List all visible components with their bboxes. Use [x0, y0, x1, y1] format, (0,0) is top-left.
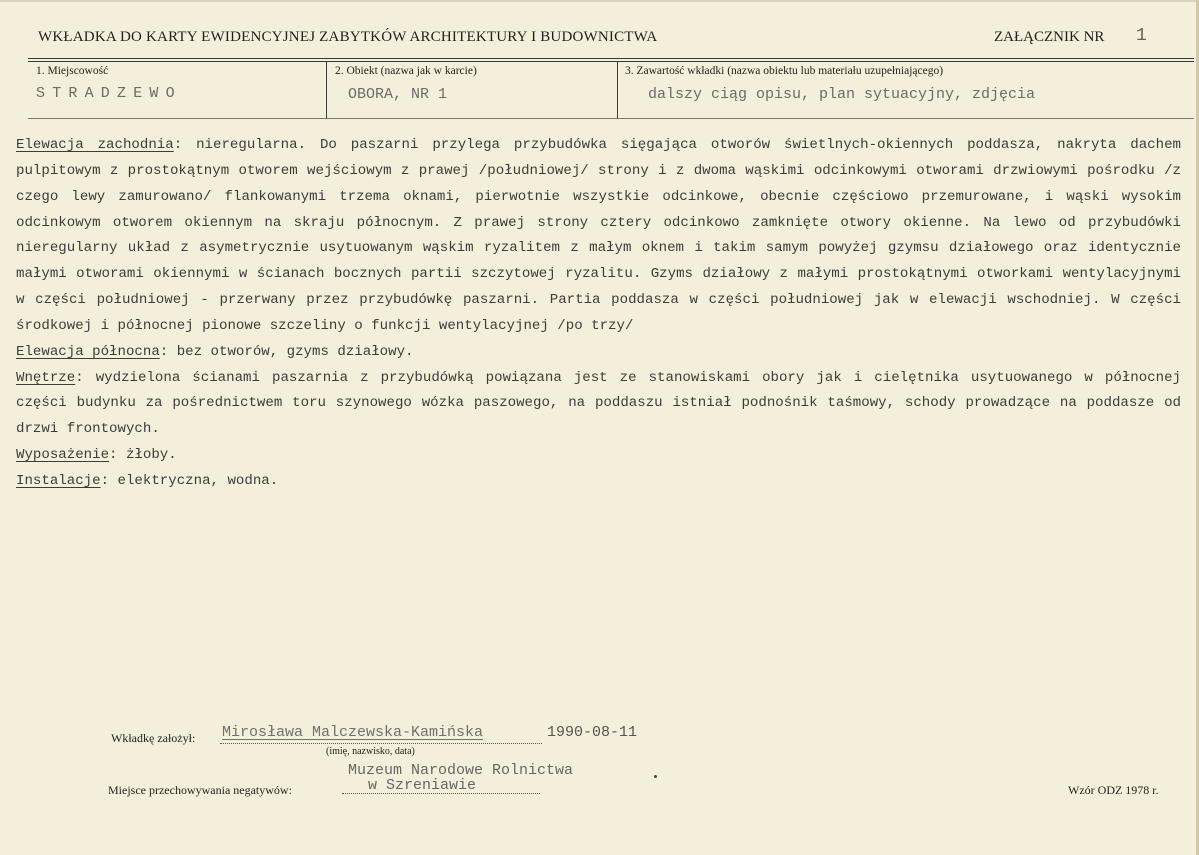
installations-text: : elektryczna, wodna.: [100, 472, 279, 489]
contents-label: 3. Zawartość wkładki (nazwa obiektu lub materiału uzupełniającego): [625, 65, 944, 77]
contents-value: dalszy ciąg opisu, plan sytuacyjny, zdjęcia: [648, 86, 1036, 103]
annex-number: 1: [1136, 26, 1147, 46]
west-elevation-paragraph: [16, 133, 1181, 340]
equipment-heading: Wyposażenie: [16, 447, 110, 464]
author-dotline: [220, 743, 542, 744]
author-value: Mirosława Malczewska-Kamińska: [222, 724, 484, 741]
interior-paragraph: [16, 366, 1181, 444]
form-model-label: Wzór ODZ 1978 r.: [1068, 783, 1159, 797]
location-label: 1. Miejscowość: [36, 65, 109, 77]
equipment-paragraph: [16, 443, 1181, 469]
description-body: [16, 133, 1181, 495]
ink-spot: [654, 775, 657, 778]
field-divider-1: [326, 61, 327, 118]
object-label: 2. Obiekt (nazwa jak w karcie): [335, 65, 477, 77]
object-value: OBORA, NR 1: [348, 86, 448, 103]
storage-label: Miejsce przechowywania negatywów:: [108, 783, 292, 797]
author-sub-label: (imię, nazwisko, data): [326, 746, 415, 757]
header-rule-top: [28, 58, 1194, 59]
author-date: 1990-08-11: [547, 724, 638, 741]
annex-label: ZAŁĄCZNIK NR: [994, 29, 1105, 45]
card-title: WKŁADKA DO KARTY EWIDENCYJNEJ ZABYTKÓW ARCHITEKTURY I BUDOWNICTWA: [38, 29, 658, 45]
north-elevation-text: : bez otworów, gzyms działowy.: [159, 343, 414, 360]
field-divider-2: [617, 61, 618, 118]
card-top-edge: [0, 0, 1199, 2]
west-elevation-text: : nieregularna. Do paszarni przylega przybudówka sięgająca otworów świetlnych-okiennych poddasza, nakryta dachem pulpitowym z prostokątnym otworem wejściowym z prawej /południowej/ strony i z dwoma wąskimi odcinkowymi otworami drzwiowymi pośrodku /z czego lewy zamurowano/ flankowanymi trzema oknami, pierwotnie wszystkie odcinkowe, obecnie częściowo przemurowane, i wąski wysokim odcinkowym otworem okiennym na skraju północnym. Z prawej strony cztery odcinkowo zamknięte otwory okienne. Na lewo od przybudówki nieregularny układ z asymetrycznie usytuowanym wąskim ryzalitem z małym oknem i takim samym powyżej gzymsu działowego oraz identycznie małymi otworami okiennymi w ścianach bocznych partii szczytowej ryzalitu. Gzyms działowy z małymi prostokątnymi otworkami wentylacyjnymi w części południowej - przerwany przez przybudówkę paszarni. Partia poddasza w części południowej jak w elewacji wschodniej. W części środkowej i północnej pionowe szczeliny o funkcji wentylacyjnej /po trzy/: [16, 137, 1181, 334]
interior-text: : wydzielona ścianami paszarnia z przybudówką powiązana jest ze stanowiskami obory jak i cielętnika usytuowanego w północnej części budynku za pośrednictwem toru szynowego wózka paszowego, na poddaszu istniał podnośnik taśmowy, schody prowadzące na poddasze od drzwi frontowych.: [16, 369, 1181, 438]
location-value: STRADZEWO: [36, 85, 182, 102]
interior-heading: Wnętrze: [16, 369, 76, 386]
installations-heading: Instalacje: [16, 472, 101, 489]
west-elevation-heading: Elewacja zachodnia: [16, 137, 174, 153]
header-rule-top-2: [28, 61, 1194, 62]
storage-value-line1: Muzeum Narodowe Rolnictwa: [348, 762, 574, 779]
north-elevation-heading: Elewacja północna: [16, 343, 160, 360]
installations-paragraph: [16, 469, 1181, 495]
header-rule-bottom: [28, 118, 1194, 119]
author-label: Wkładkę założył:: [111, 731, 196, 745]
equipment-text: : żłoby.: [109, 447, 177, 464]
north-elevation-paragraph: [16, 340, 1181, 366]
storage-value-line2: w Szreniawie: [368, 777, 477, 794]
